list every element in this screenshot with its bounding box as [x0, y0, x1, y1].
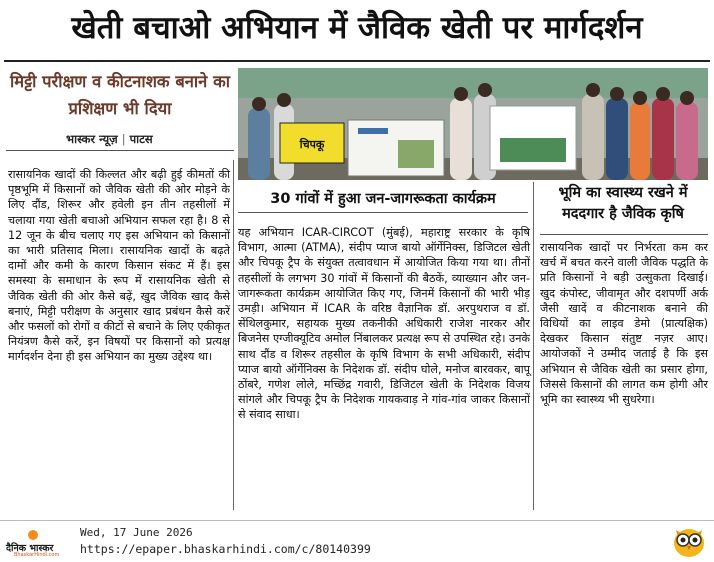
logo-sun-icon — [28, 530, 38, 540]
byline-source: भास्कर न्यूज़ — [66, 132, 118, 146]
caption-soil-health: भूमि का स्वास्थ्य रखने में मददगार है जैविक कृषि — [558, 185, 688, 222]
caption-rule-right — [540, 234, 708, 235]
column-divider-2 — [533, 182, 534, 510]
footer-date: Wed, 17 June 2026 — [80, 526, 193, 539]
caption-rule-middle — [238, 212, 528, 213]
headline-rule — [4, 60, 710, 62]
byline-separator: | — [121, 132, 126, 146]
logo-text: दैनिक भास्कर — [6, 543, 54, 554]
photo-illustration — [238, 68, 708, 180]
article-headline: खेती बचाओ अभियान में जैविक खेती पर मार्गदर्शन — [71, 10, 643, 46]
newspaper-logo — [6, 530, 68, 556]
article-photo — [238, 68, 708, 180]
byline-place: पाटस — [129, 132, 153, 146]
byline — [66, 132, 153, 147]
caption-villages: 30 गांवों में हुआ जन-जागरूकता कार्यक्रम — [270, 191, 496, 207]
logo-subtext: BhaskarHindi.com — [14, 552, 60, 558]
article-column-3: रासायनिक खादों पर निर्भरता कम कर खर्च में बचत करने वाली जैविक पद्धति के प्रति किसानों ने बड़ी उत्सुकता दिखाई। खुद कंपोस्ट, जीवामृत और दशपर्णी अर्क जैसी खादें व कीटनाशक बनाने की विधियों का लाइव डेमो (प्रात्यक्षिक) देखकर किसान संतुष्ट नज़र आए। आयोजकों ने उम्मीद जताई है कि इस अभियान से जैविक खेती का प्रसार होगा, जिससे किसानों की लागत कम होगी और भूमि का स्वास्थ्य भी सुधरेगा। — [540, 241, 708, 407]
column-divider-1 — [233, 160, 234, 510]
photo-banner-text: चिपकू — [299, 138, 325, 151]
article-column-2: यह अभियान ICAR-CIRCOT (मुंबई), महाराष्ट्र सरकार के कृषि विभाग, आत्मा (ATMA), संदीप प्याज बायो ऑर्गेनिक्स, डिजिटल खेती और चिपकू ट्रैप के संयुक्त तत्वावधान में आयोजित किया गया था। तीनों तहसीलों के लगभग 30 गांवों में किसानों की बैठकें, व्याख्यान और जन-जागरूकता कार्यक्रम आयोजित किए गए, जिनमें किसानों की भारी भीड़ उमड़ी। अभियान में ICAR के वरिष्ठ वैज्ञानिक डॉ. अरपुथराज व डॉ. सेंथिलकुमार, सहायक मुख्य तकनीकी अधिकारी राजेश नारकर और बिजनेस एग्जीक्यूटिव अमोल निंबालकर प्रत्यक्ष रूप से उपस्थित रहे। उनके साथ दौंड व शिरूर तहसील के कृषि विभाग के सभी अधिकारी, संदीप प्याज बायो ऑर्गेनिक्स के निदेशक डॉ. संदीप घोले, मनोज बारवकर, बापू ठोंबरे, गणेश लोले, मच्छिंद्र गवारी, डिजिटल खेती के निदेशक विजय सांगले और चिपकू ट्रैप के निदेशक गायकवाड़ ने गांव-गांव जाकर किसानों से संवाद साधा। — [238, 226, 530, 422]
footer-rule — [0, 520, 714, 521]
owl-mascot-icon — [672, 522, 706, 558]
article-subheadline: मिट्टी परीक्षण व कीटनाशक बनाने का प्रशिक्षण भी दिया — [9, 72, 231, 118]
byline-rule — [6, 150, 234, 151]
article-column-1: रासायनिक खादों की किल्लत और बढ़ी हुई कीमतों की पृष्ठभूमि में किसानों को जैविक खेती की ओर मोड़ने के लिए दौंड, शिरूर और हवेली इन तीन तहसीलों में चलाया गया खेती बचाओ अभियान सफल रहा है। 8 से 12 जून के बीच चलाए गए इस अभियान को किसानों का भारी प्रतिसाद मिला। रासायनिक खादों के बढ़ते दामों और कमी के कारण किसान संकट में हैं। इस समस्या के समाधान के रूप में रासायनिक खेती से जैविक खेती की ओर कैसे बढ़ें, खुद जैविक खाद कैसे बनाएं, मिट्टी परीक्षण के अनुसार खाद प्रबंधन कैसे करें और फसलों को रोगों व कीटों से बचाने के लिए एकीकृत नियंत्रण कैसे करें, इन विषयों पर किसानों को प्रत्यक्ष मार्गदर्शन देना ही इस अभियान का मुख्य उद्देश्य था। — [8, 168, 230, 364]
footer-url[interactable]: https://epaper.bhaskarhindi.com/c/80140399 — [80, 542, 371, 556]
